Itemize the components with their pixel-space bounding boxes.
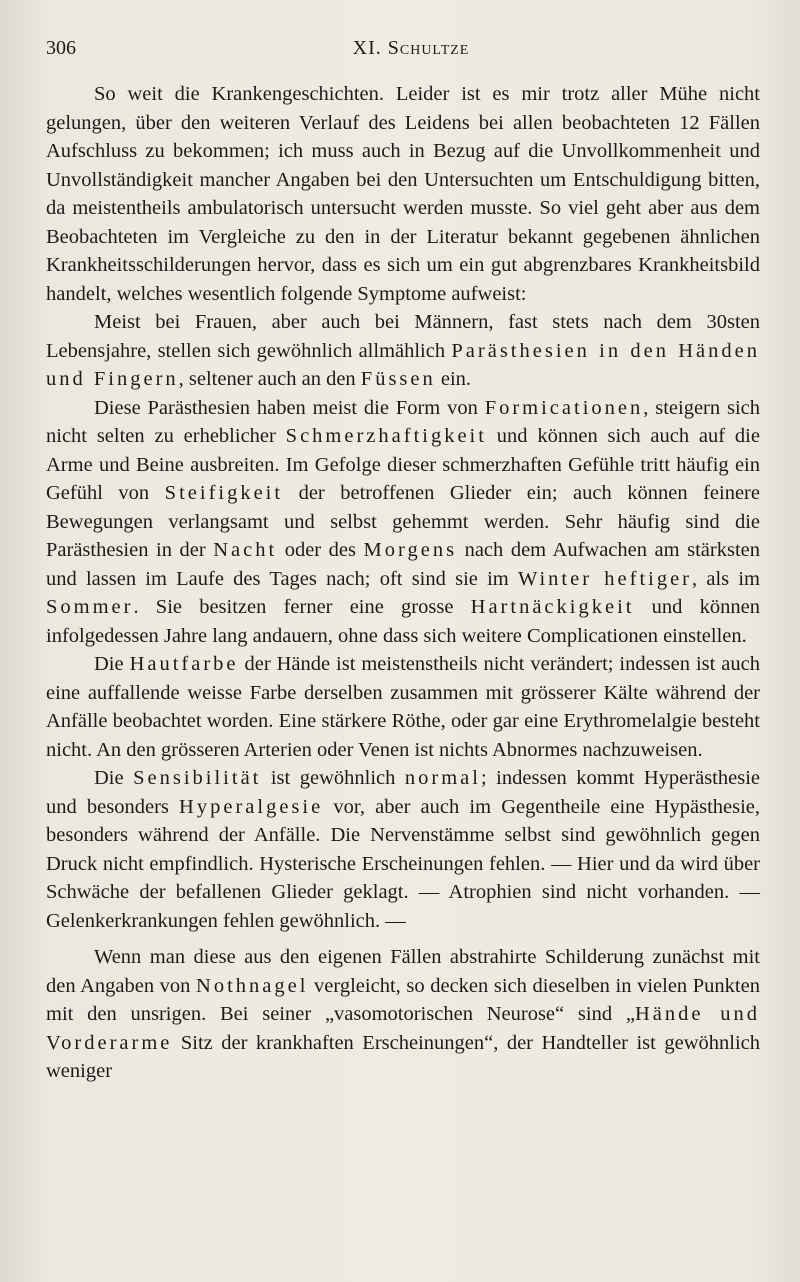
page-number: 306 xyxy=(46,37,76,59)
text-span: und können infolgedessen Jahre lang andauern, ohne dass sich weitere Complicationen einstellen. xyxy=(46,596,760,647)
text-span: Die xyxy=(94,767,134,789)
emphasis-span: Nacht xyxy=(213,539,278,561)
body-text xyxy=(46,80,760,1086)
emphasis-span: Steifigkeit xyxy=(164,482,284,504)
text-span: vergleicht, so decken sich dieselben in vielen Punkten mit den unsrigen. Bei seiner „vasomotorischen Neurose“ sind „ xyxy=(46,974,760,1025)
paragraph-5 xyxy=(46,764,760,935)
emphasis-span: Parästhesien in den Händen und Fingern xyxy=(46,339,760,390)
text-span: ist gewöhnlich xyxy=(261,767,405,789)
emphasis-span: Formicationen xyxy=(484,396,644,419)
paragraph-1 xyxy=(46,80,760,308)
emphasis-span: Hautfarbe xyxy=(129,653,239,675)
text-span: Diese Parästhesien haben meist die Form von xyxy=(94,396,485,419)
text-span: Meist bei Frauen, aber auch bei Männern, fast stets nach dem 30sten Lebensjahre, stellen sich gewöhnlich allmählich xyxy=(46,311,760,362)
running-head xyxy=(46,34,776,62)
emphasis-span: Hyperalgesie xyxy=(179,795,324,818)
paragraph-4 xyxy=(46,650,760,764)
text-span: Wenn man diese aus den eigenen Fällen abstrahirte Schilderung zunächst mit den Angaben von xyxy=(46,946,760,997)
emphasis-span: Morgens xyxy=(363,539,458,561)
text-span: So weit die Krankengeschichten. Leider ist es mir trotz aller Mühe nicht gelungen, über den weiteren Verlauf des Leidens bei allen beobachteten 12 Fällen Aufschluss zu bekommen; ich muss auch in Bezug auf die Unvollkommenheit und Unvollständigkeit mancher Angaben bei den Untersuchten um Entschuldigung bitten, da meistentheils ambulatorisch untersucht werden musste. So viel geht aber aus dem Beobachteten im Vergleiche zu den in der Literatur bekannt gegebenen ähnlichen Krankheitsschilderungen hervor, dass es sich um ein gut abgrenzbares Krankheitsbild handelt, welches wesentlich folgende Symptome aufweist: xyxy=(46,83,760,305)
text-span: , als im xyxy=(692,567,760,590)
emphasis-span: normal xyxy=(404,767,481,789)
text-span: ; indessen kommt Hyperästhesie und besonders xyxy=(46,767,760,818)
emphasis-span: Sensibilität xyxy=(133,767,262,789)
text-span: Sitz der krankhaften Erscheinungen“, der Handteller ist gewöhnlich weniger xyxy=(46,1031,760,1082)
emphasis-span: Nothnagel xyxy=(196,974,309,997)
text-span: vor, aber auch im Gegentheile eine Hypästhesie, besonders während der Anfälle. Die Nervenstämme selbst sind gewöhnlich gegen Druck nicht empfindlich. Hysterische Erscheinungen fehlen. — Hier und da wird über Schwäche der befallenen Glieder geklagt. — Atrophien sind nicht vorhanden. — Gelenkerkrankungen fehlen gewöhnlich. — xyxy=(46,795,761,932)
text-span: , seltener auch an den xyxy=(178,368,361,390)
emphasis-span: Hände und Vorderarme xyxy=(46,1003,760,1054)
emphasis-span: Hartnäckigkeit xyxy=(470,596,635,618)
text-span: der betroffenen Glieder ein; auch können feinere Bewegungen verlangsamt und selbst gehemmt werden. Sehr häufig sind die Parästhesien in der xyxy=(46,482,760,561)
emphasis-span: Schmerzhaftigkeit xyxy=(285,425,487,447)
chapter-title: XI. Schultze xyxy=(352,37,470,59)
text-span: oder des xyxy=(277,539,364,561)
text-span: , steigern sich nicht selten zu erheblicher xyxy=(46,396,760,447)
text-span: nach dem Aufwachen am stärksten und lassen im Laufe des Tages nach; oft sind sie im xyxy=(46,539,760,590)
emphasis-span: Füssen xyxy=(360,368,436,390)
text-span: der Hände ist meistenstheils nicht verändert; indessen ist auch eine auffallende weisse Farbe derselben zusammen mit grösserer Kälte während der Anfälle beobachtet worden. Eine stärkere Röthe, oder gar eine Erythromelalgie besteht nicht. An den grösseren Arterien oder Venen ist nichts Abnormes nachzuweisen. xyxy=(46,653,760,761)
emphasis-span: Sommer xyxy=(46,596,134,618)
text-span: ein. xyxy=(435,368,472,390)
emphasis-span: Winter heftiger xyxy=(517,567,693,590)
paragraph-6 xyxy=(46,943,760,1086)
text-span: und können sich auch auf die Arme und Beine ausbreiten. Im Gefolge dieser schmerzhaften Gefühle tritt häufig ein Gefühl von xyxy=(46,425,760,504)
text-span: Die xyxy=(94,653,130,675)
paragraph-3 xyxy=(46,394,760,651)
text-span: . Sie besitzen ferner eine grosse xyxy=(133,596,471,618)
paragraph-2 xyxy=(46,308,760,394)
